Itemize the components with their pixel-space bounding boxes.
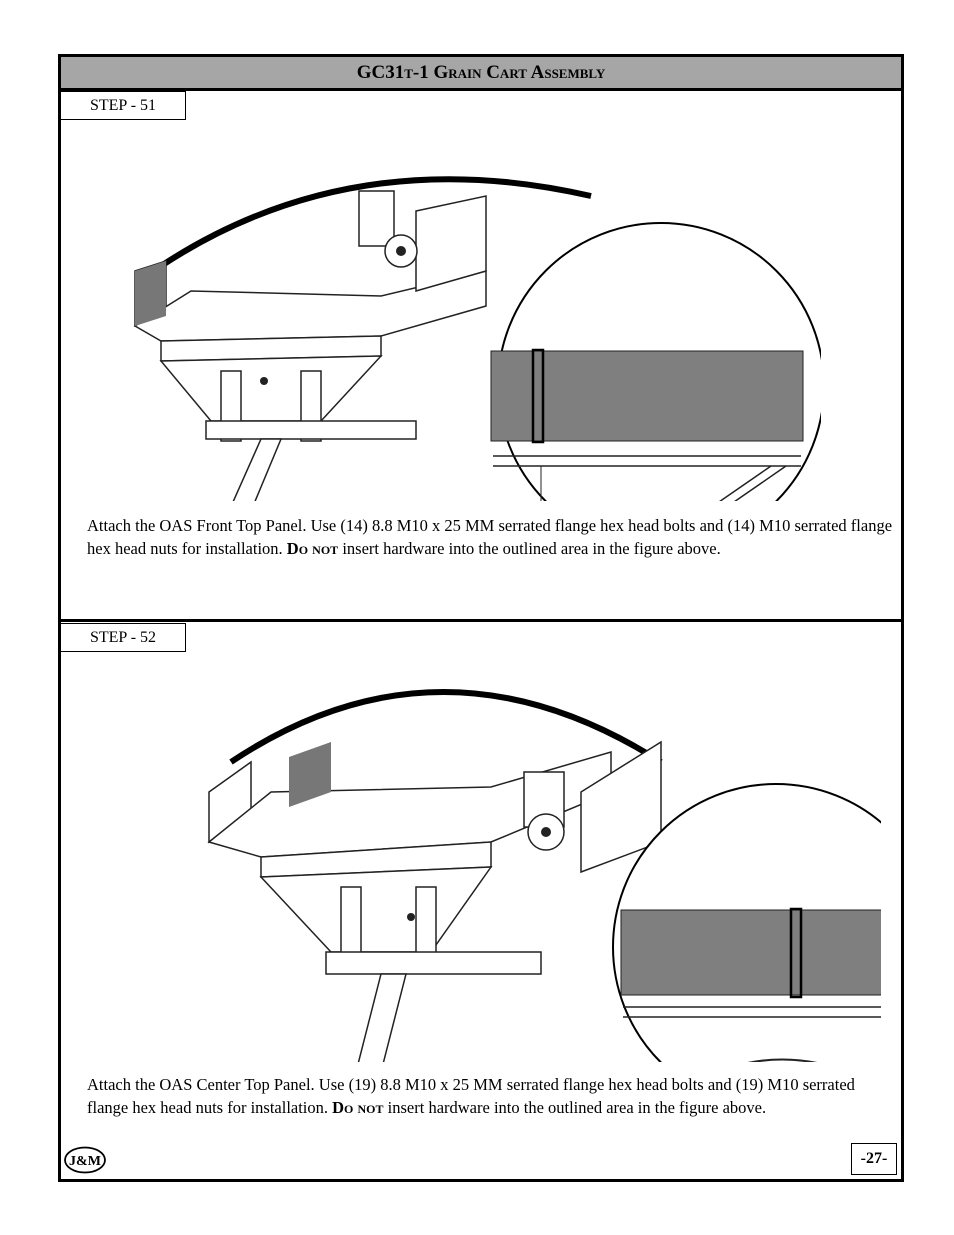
step-51-caption bbox=[87, 515, 897, 560]
step-52-caption-tail: insert hardware into the outlined area in the figure above. bbox=[383, 1097, 767, 1117]
step-51-do-not: Do not bbox=[286, 538, 339, 558]
page-frame bbox=[58, 54, 904, 1182]
step-51-caption-tail: insert hardware into the outlined area in the figure above. bbox=[338, 538, 721, 558]
page-number: -27- bbox=[851, 1143, 897, 1175]
step-51-caption-text: Attach the OAS Front Top Panel. Use (14) 8.8 M10 x 25 MM serrated flange hex head bolts and (14) M10 serrated flange hex head nuts for installation. bbox=[87, 516, 893, 558]
step-52-do-not: Do not bbox=[332, 1097, 384, 1117]
step-52-illustration bbox=[191, 642, 881, 1062]
step-51-label: STEP - 51 bbox=[61, 91, 186, 120]
step-52-caption bbox=[87, 1074, 897, 1119]
step-52-label: STEP - 52 bbox=[61, 623, 186, 652]
title-suffix: t-1 bbox=[404, 62, 429, 83]
title-main: GC31 bbox=[356, 62, 405, 83]
step-divider bbox=[61, 619, 901, 622]
jm-logo bbox=[64, 1146, 106, 1174]
step-51-illustration bbox=[121, 121, 821, 501]
page-header bbox=[61, 57, 901, 91]
logo-text: J&M bbox=[69, 1154, 101, 1169]
step-52-caption-text: Attach the OAS Center Top Panel. Use (19) 8.8 M10 x 25 MM serrated flange hex head bolts and (19) M10 serrated flange hex head nuts for installation. bbox=[87, 1075, 855, 1117]
title-rest: Grain Cart Assembly bbox=[433, 62, 606, 83]
